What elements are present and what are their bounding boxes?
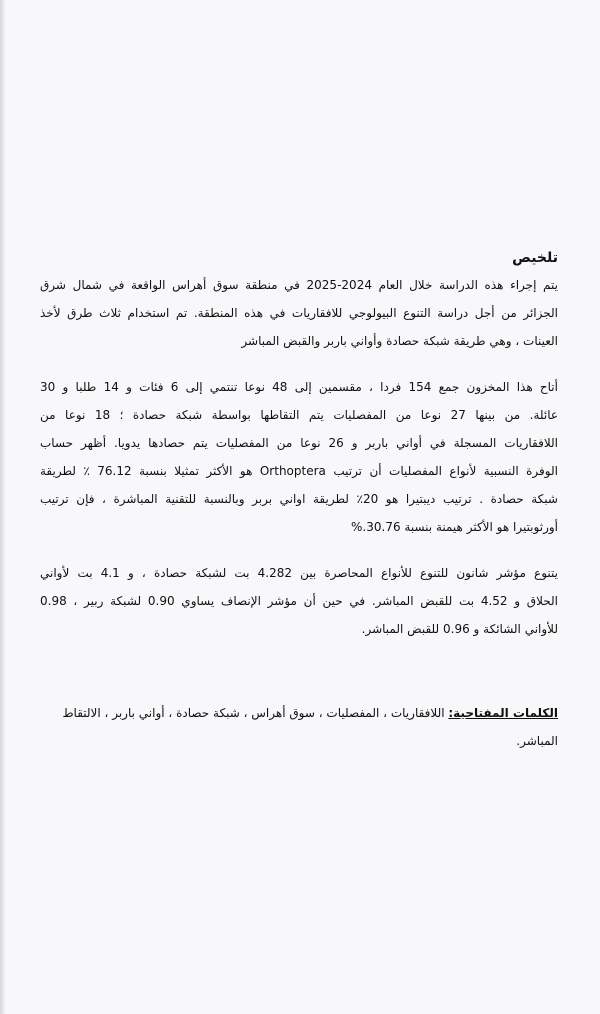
paragraph1-line: العينات ، وهي طريقة شبكة حصادة وأواني باربر والقبض المباشر	[241, 334, 558, 348]
paragraph2-line: عائلة. من بينها 27 نوعا من المفصليات يتم التقاطها بواسطة شبكة حصادة ؛ 18 نوعا من	[40, 408, 559, 422]
paragraph2-line: أتاح هذا المخزون جمع 154 فردا ، مقسمين إلى 48 نوعا تنتمي إلى 6 فئات و 14 طلبا و 30	[40, 380, 558, 394]
paragraph3-line: للأواني الشائكة و 0.96 للقبض المباشر.	[361, 622, 558, 636]
paragraph2-line: أورثوبتيرا هو الأكثر هيمنة بنسبة 30.76.%	[351, 520, 558, 534]
paragraph3-line: يتنوع مؤشر شانون للتنوع للأنواع المحاصرة بين 4.282 بت لشبكة حصادة ، و 4.1 بت لأواني	[40, 566, 558, 580]
paragraph2	[40, 373, 558, 541]
abstract-page	[40, 247, 558, 773]
abstract-title: تلخيص	[512, 250, 558, 266]
paragraph2-line: الوفرة النسبية لأنواع المفصليات أن ترتيب Orthoptera هو الأكثر تمثيلا بنسبة 76.12 ٪ لطريقة	[40, 464, 558, 478]
paragraph3-line: الحلاق و 4.52 بت للقبض المباشر. في حين أن مؤشر الإنصاف يساوي 0.90 لشبكة ربير ، 0.98	[40, 594, 558, 608]
keywords-label: الكلمات المفتاحية:	[448, 706, 558, 720]
paragraph2-line: اللافقاريات المسجلة في أواني باربر و 26 نوعا من المفصليات يتم حصادها يدويا. أظهر حساب	[40, 436, 558, 450]
paragraph1-line: الجزائر من أجل دراسة التنوع البيولوجي للافقاريات في هذه المنطقة. تم استخدام ثلاث طرق لأخذ	[40, 306, 558, 320]
paragraph2-line: شبكة حصادة . ترتيب ديبتيرا هو 20٪ لطريقة اواني بربر وبالنسبة للتقنية المباشرة ، فإن ترتيب	[40, 492, 558, 506]
keywords-text: اللافقاريات ، المفصليات ، سوق أهراس ، شبكة حصادة ، أواني باربر ، الالتقاط	[62, 706, 449, 720]
paragraph1-line: يتم إجراء هذه الدراسة خلال العام 2024-2025 في منطقة سوق أهراس الواقعة في شمال شرق	[40, 278, 558, 292]
keywords-line	[40, 699, 558, 727]
keywords-line: المباشر.	[516, 734, 558, 748]
paragraph1	[40, 271, 558, 355]
paragraph3	[40, 559, 558, 643]
scan-edge	[0, 0, 6, 1014]
keywords	[40, 699, 558, 755]
